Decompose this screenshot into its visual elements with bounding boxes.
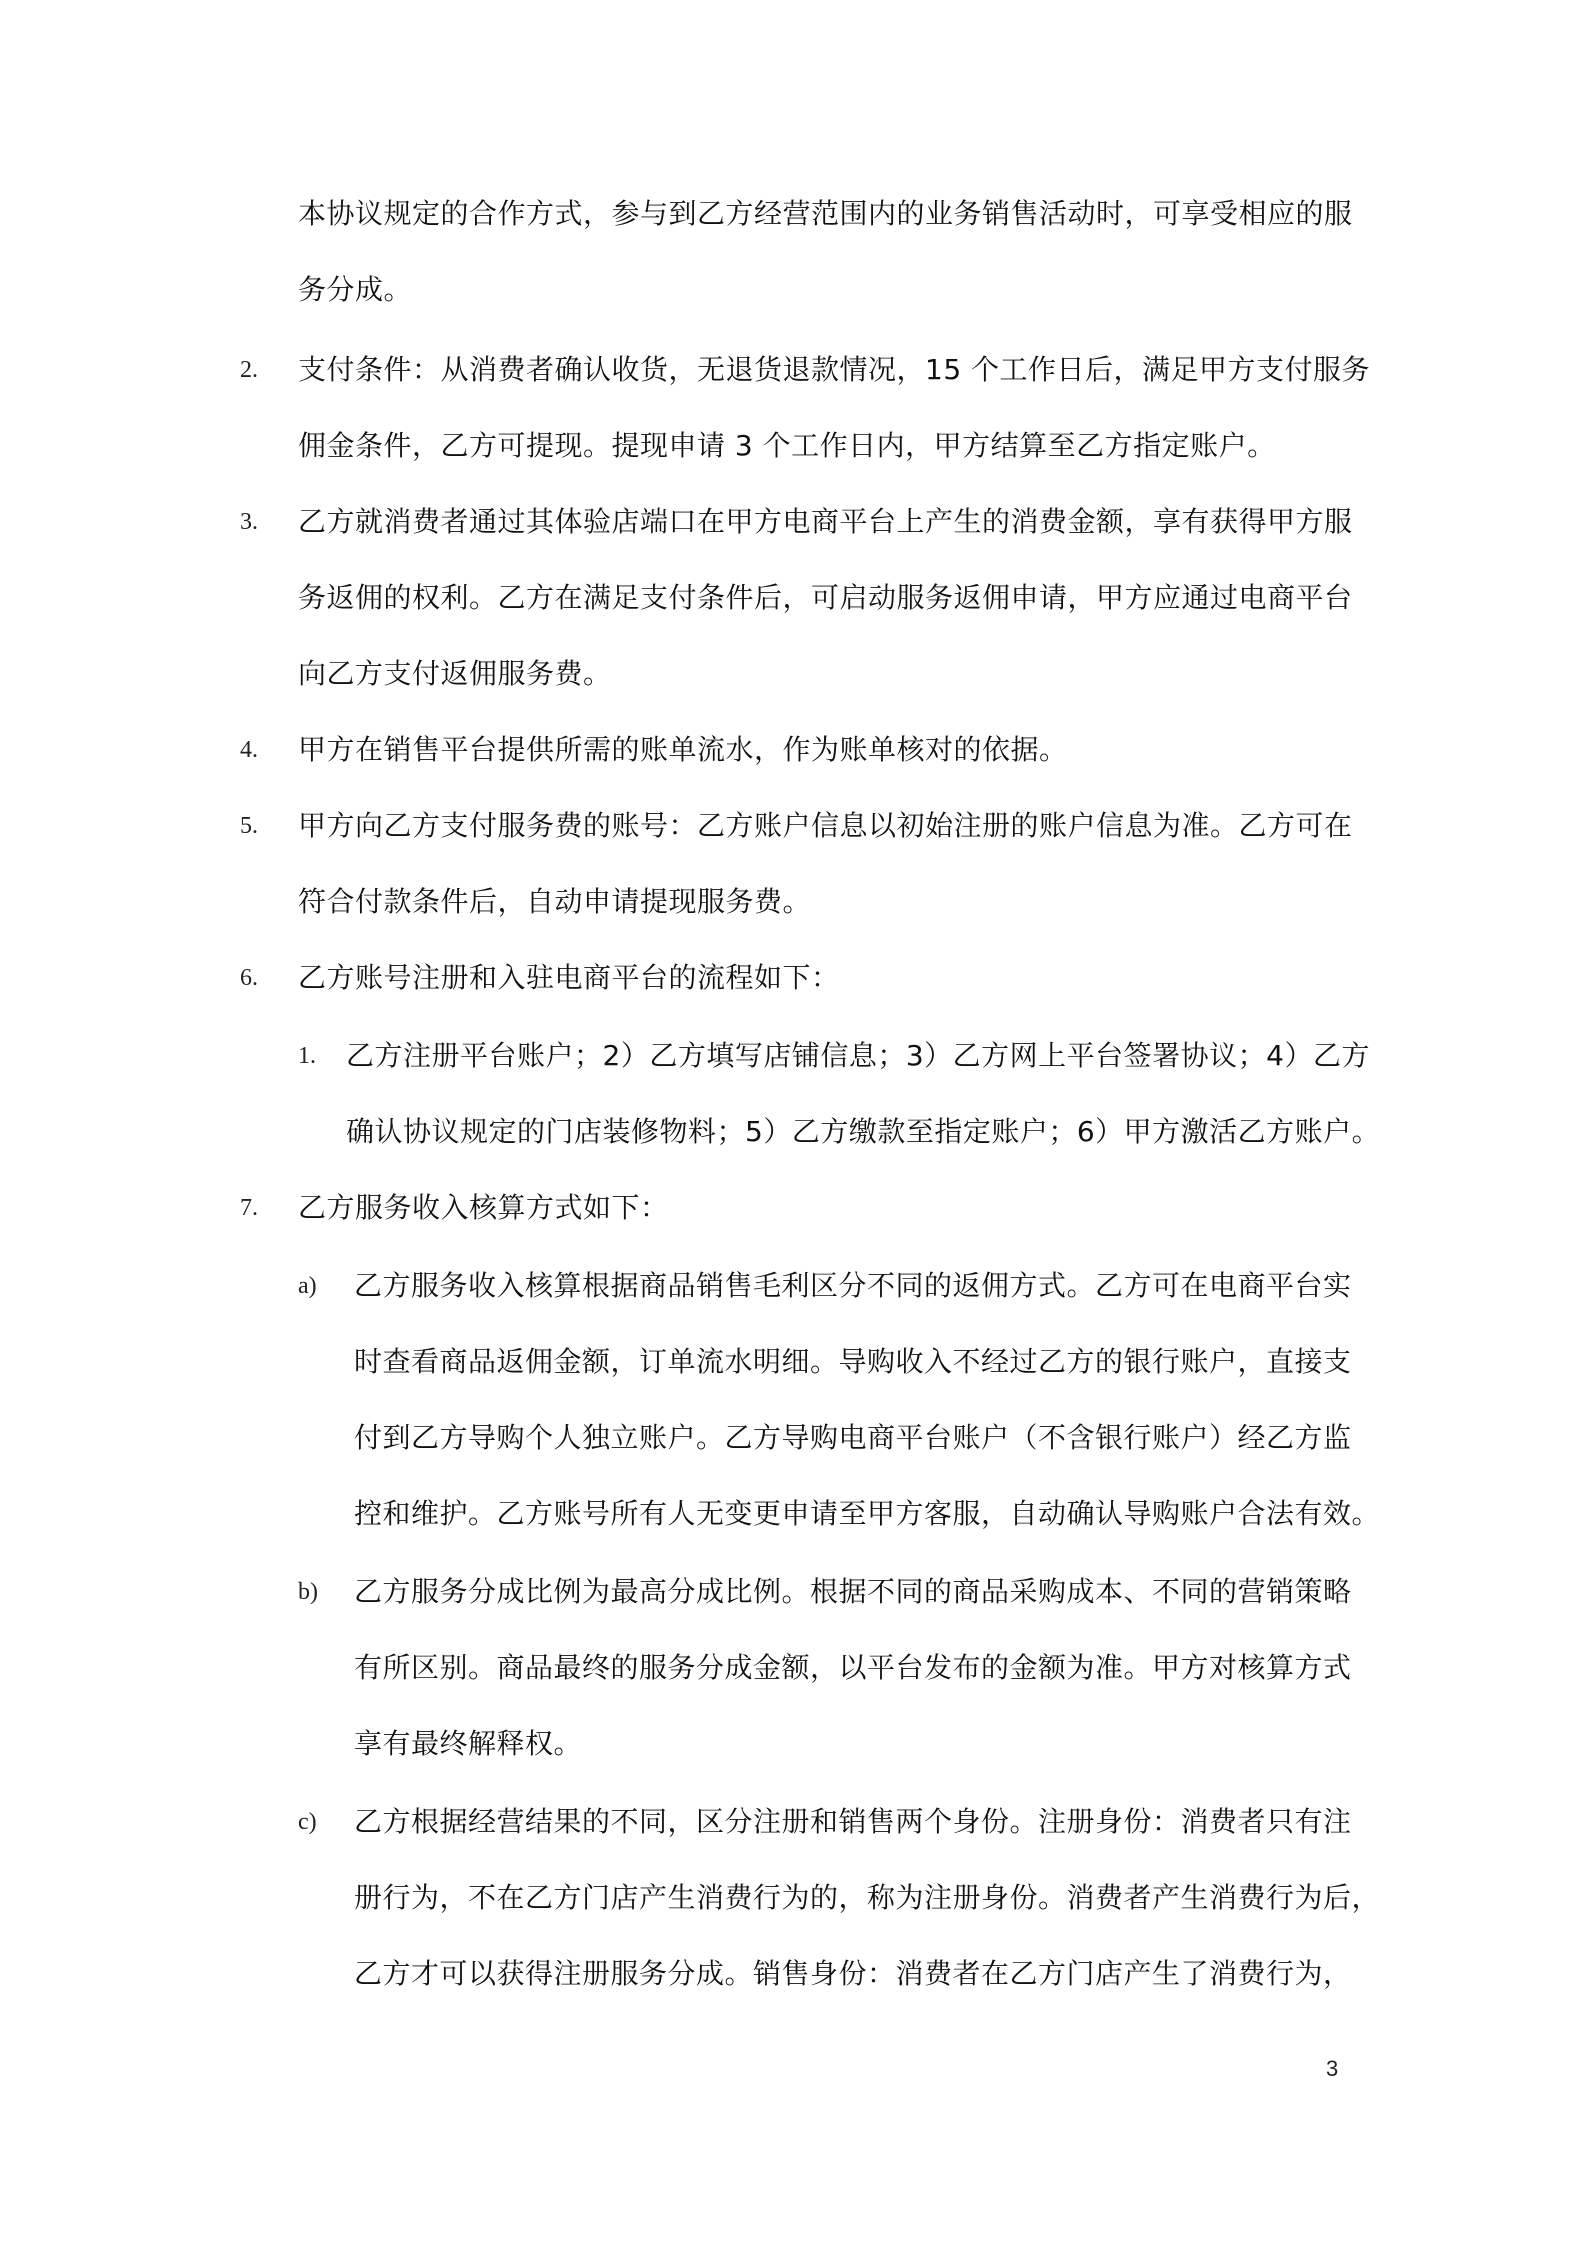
sub-item-line: 乙方根据经营结果的不同，区分注册和销售两个身份。注册身份：消费者只有注 bbox=[354, 1805, 1352, 1838]
item-line: 乙方服务收入核算方式如下： bbox=[298, 1191, 669, 1224]
sub-item-letter: a) bbox=[298, 1273, 317, 1299]
page-number: 3 bbox=[1326, 2056, 1339, 2081]
sub-item-line: 乙方注册平台账户；2）乙方填写店铺信息；3）乙方网上平台签署协议；4）乙方 bbox=[346, 1039, 1370, 1072]
item-line: 乙方账号注册和入驻电商平台的流程如下： bbox=[298, 961, 840, 994]
sub-item-line: 享有最终解释权。 bbox=[354, 1727, 583, 1760]
sub-item-letter: b) bbox=[298, 1579, 318, 1605]
sub-item-line: 付到乙方导购个人独立账户。乙方导购电商平台账户（不含银行账户）经乙方监 bbox=[354, 1421, 1352, 1454]
item-line: 甲方向乙方支付服务费的账号：乙方账户信息以初始注册的账户信息为准。乙方可在 bbox=[298, 809, 1353, 842]
item-line: 甲方在销售平台提供所需的账单流水，作为账单核对的依据。 bbox=[298, 733, 1068, 766]
item-line: 向乙方支付返佣服务费。 bbox=[298, 657, 612, 690]
sub-item-letter: c) bbox=[298, 1809, 317, 1835]
item-line: 佣金条件，乙方可提现。提现申请 3 个工作日内，甲方结算至乙方指定账户。 bbox=[298, 429, 1276, 462]
sub-item-line: 时查看商品返佣金额，订单流水明细。导购收入不经过乙方的银行账户，直接支 bbox=[354, 1345, 1352, 1378]
item-line: 乙方就消费者通过其体验店端口在甲方电商平台上产生的消费金额，享有获得甲方服 bbox=[298, 505, 1353, 538]
item-number: 3. bbox=[240, 509, 258, 535]
item-number: 4. bbox=[240, 737, 258, 763]
item-number: 6. bbox=[240, 965, 258, 991]
intro-line-2: 务分成。 bbox=[298, 273, 413, 306]
item-line: 支付条件：从消费者确认收货，无退货退款情况，15 个工作日后，满足甲方支付服务 bbox=[298, 353, 1371, 386]
intro-line-1: 本协议规定的合作方式，参与到乙方经营范围内的业务销售活动时，可享受相应的服 bbox=[298, 197, 1353, 230]
item-number: 2. bbox=[240, 357, 258, 383]
sub-item-line: 乙方服务收入核算根据商品销售毛利区分不同的返佣方式。乙方可在电商平台实 bbox=[354, 1269, 1352, 1302]
item-line: 务返佣的权利。乙方在满足支付条件后，可启动服务返佣申请，甲方应通过电商平台 bbox=[298, 581, 1353, 614]
sub-item-number: 1. bbox=[298, 1043, 316, 1069]
sub-item-line: 册行为，不在乙方门店产生消费行为的，称为注册身份。消费者产生消费行为后， bbox=[354, 1881, 1381, 1914]
item-line: 符合付款条件后，自动申请提现服务费。 bbox=[298, 885, 812, 918]
sub-item-line: 有所区别。商品最终的服务分成金额，以平台发布的金额为准。甲方对核算方式 bbox=[354, 1651, 1352, 1684]
sub-item-line: 控和维护。乙方账号所有人无变更申请至甲方客服，自动确认导购账户合法有效。 bbox=[354, 1497, 1381, 1530]
item-number: 5. bbox=[240, 813, 258, 839]
sub-item-line: 确认协议规定的门店装修物料；5）乙方缴款至指定账户；6）甲方激活乙方账户。 bbox=[346, 1115, 1381, 1148]
sub-item-line: 乙方才可以获得注册服务分成。销售身份：消费者在乙方门店产生了消费行为， bbox=[354, 1957, 1352, 1990]
sub-item-line: 乙方服务分成比例为最高分成比例。根据不同的商品采购成本、不同的营销策略 bbox=[354, 1575, 1352, 1608]
item-number: 7. bbox=[240, 1195, 258, 1221]
